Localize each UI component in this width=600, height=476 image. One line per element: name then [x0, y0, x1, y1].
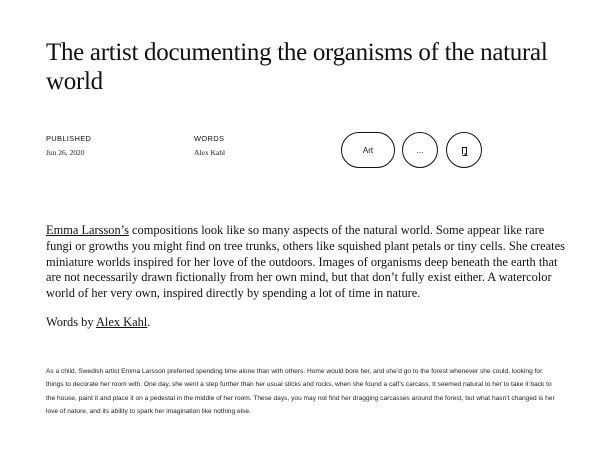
published-meta: [46, 134, 91, 158]
author-name: Alex Kahl: [194, 148, 226, 157]
category-label: Art: [362, 145, 374, 155]
intro-paragraph: [46, 223, 566, 302]
credit-prefix: Words by: [46, 315, 96, 329]
more-options-button[interactable]: [402, 132, 438, 168]
credit-suffix: .: [147, 315, 151, 329]
bookmark-icon: [462, 147, 467, 154]
category-art-button[interactable]: [341, 132, 395, 168]
words-meta: [194, 134, 225, 158]
published-date: Jun 26, 2020: [46, 148, 85, 157]
more-label: ...: [416, 145, 424, 155]
author-credit: [46, 315, 150, 331]
body-paragraph: As a child, Swedish artist Emma Larsson preferred spending time alone than with others. Home would bore her, and she’d go to the forest whenever she could, looking for things to decorate her room with. One day, she went a step further than her usual sticks and rocks, when she found a calf’s carcass. It seemed natural to her to take it back to the house, paint it and place it on a pedestal in the middle of her room. These days, you may not find her dragging carcasses around the forest, but what hasn’t changed is her love of nature, and its ability to spark her imagination like nothing else.: [46, 368, 555, 415]
words-label: WORDS: [194, 134, 225, 143]
artist-link[interactable]: Emma Larsson’s: [46, 223, 129, 237]
bookmark-button[interactable]: [446, 132, 482, 168]
intro-text: compositions look like so many aspects of the natural world. Some appear like rare fungi or growths you might find on tree trunks, others like squished plant petals or tiny cells. She creates miniature worlds inspired for her love of the outdoors. Images of organisms deep beneath the earth that are not necessarily drawn fictionally from her own mind, but that don’t fully exist either. A watercolor world of her very own, inspired directly by spending a lot of time in nature.: [46, 223, 565, 301]
published-label: PUBLISHED: [46, 134, 92, 143]
article-title: The artist documenting the organisms of the natural world: [46, 39, 548, 95]
author-link[interactable]: Alex Kahl: [95, 315, 148, 329]
